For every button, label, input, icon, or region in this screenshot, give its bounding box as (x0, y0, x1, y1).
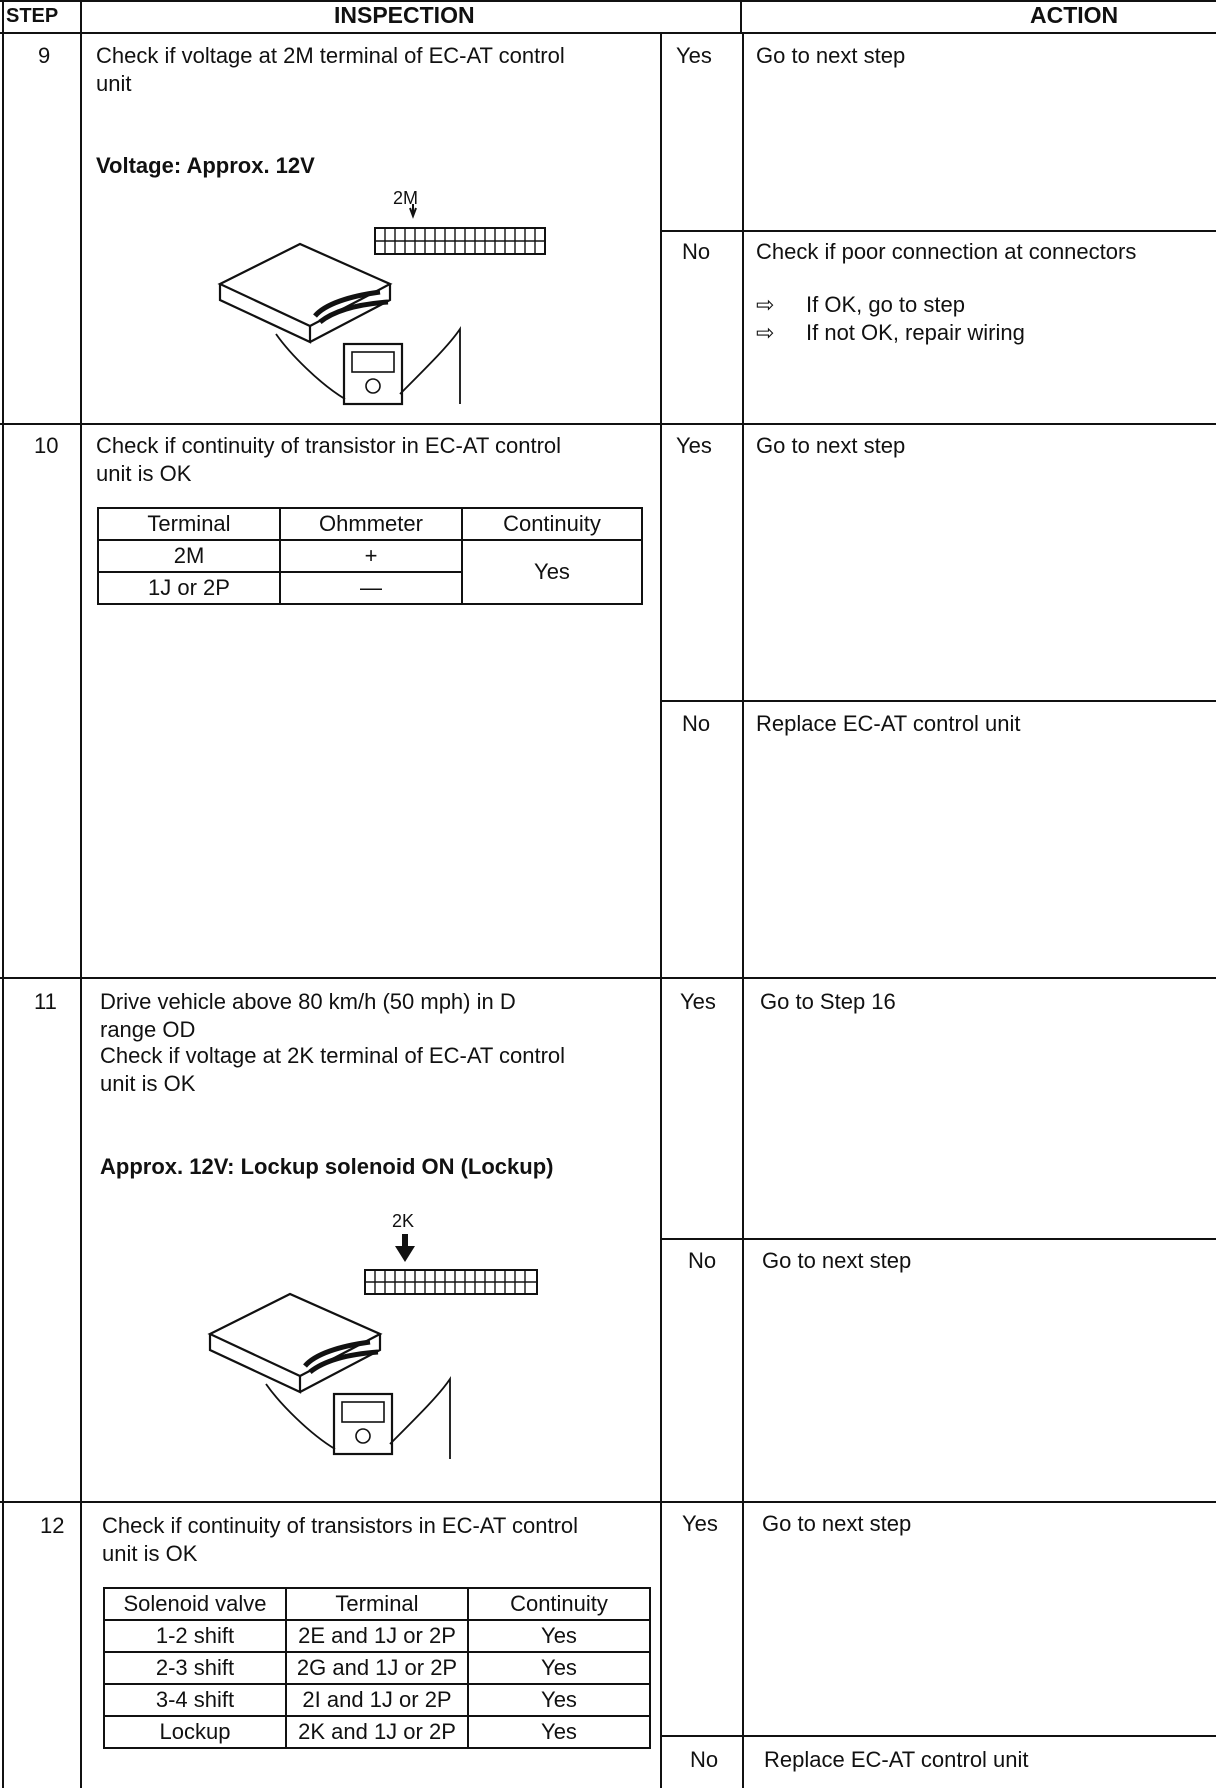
inspection-line: Check if voltage at 2K terminal of EC-AT control (100, 1043, 566, 1068)
terminal-label: 2M (393, 188, 419, 208)
table-cell: Yes (468, 1684, 650, 1716)
table-header: Solenoid valve (104, 1588, 286, 1620)
table-cell: 2M (98, 540, 280, 572)
yes-action: Go to next step (756, 433, 906, 458)
yes-label: Yes (680, 989, 716, 1014)
header-step: STEP (6, 5, 59, 27)
table-cell: 2G and 1J or 2P (286, 1652, 468, 1684)
table-cell: 2K and 1J or 2P (286, 1716, 468, 1748)
table-cell: Yes (468, 1652, 650, 1684)
inspection-line: Check if continuity of transistor in EC-AT control (96, 433, 562, 458)
table-header: Continuity (468, 1588, 650, 1620)
inspection-line: range OD (100, 1017, 196, 1042)
no-action: Go to next step (762, 1248, 912, 1273)
yes-label: Yes (676, 43, 712, 68)
table-cell: 2I and 1J or 2P (286, 1684, 468, 1716)
table-cell: + (280, 540, 462, 572)
table-cell: Yes (468, 1716, 650, 1748)
right-outline-arrow-icon: ⇨ (756, 292, 775, 317)
table-cell: Lockup (104, 1716, 286, 1748)
table-cell: — (280, 572, 462, 604)
no-label: No (682, 239, 711, 264)
no-action: Check if poor connection at connectors (756, 239, 1137, 264)
table-cell: 3-4 shift (104, 1684, 286, 1716)
no-action-item: ⇨ If not OK, repair wiring (756, 320, 1025, 345)
terminal-label: 2K (392, 1211, 415, 1231)
table-cell: 1-2 shift (104, 1620, 286, 1652)
no-label: No (682, 711, 711, 736)
inspection-line: Drive vehicle above 80 km/h (50 mph) in D (100, 989, 516, 1014)
inspection-line: Check if voltage at 2M terminal of EC-AT control (96, 43, 565, 68)
table-cell: 2-3 shift (104, 1652, 286, 1684)
yes-label: Yes (676, 433, 712, 458)
spec-text: Voltage: Approx. 12V (96, 153, 315, 178)
step-number: 9 (38, 43, 51, 68)
yes-action: Go to next step (756, 43, 906, 68)
no-label: No (690, 1747, 719, 1772)
inspection-line: unit is OK (96, 461, 192, 486)
inspection-line: unit is OK (100, 1071, 196, 1096)
table-cell: 2E and 1J or 2P (286, 1620, 468, 1652)
continuity-table (103, 1587, 651, 1749)
table-cell: 1J or 2P (98, 572, 280, 604)
yes-label: Yes (682, 1511, 718, 1536)
table-header: Ohmmeter (280, 508, 462, 540)
yes-action: Go to next step (762, 1511, 912, 1536)
inspection-line: Check if continuity of transistors in EC-AT control (102, 1513, 579, 1538)
inspection-line: unit is OK (102, 1541, 198, 1566)
no-label: No (688, 1248, 717, 1273)
table-cell: Yes (462, 540, 642, 604)
right-outline-arrow-icon: ⇨ (756, 320, 775, 345)
header-action: ACTION (1030, 2, 1119, 28)
step-number: 12 (40, 1513, 65, 1538)
control-unit-voltmeter-diagram (210, 204, 560, 420)
table-header: Terminal (98, 508, 280, 540)
no-action: Replace EC-AT control unit (756, 711, 1021, 736)
table-header: Continuity (462, 508, 642, 540)
header-inspection: INSPECTION (334, 2, 475, 28)
no-action: Replace EC-AT control unit (764, 1747, 1029, 1772)
step-number: 10 (34, 433, 59, 458)
table-cell: Yes (468, 1620, 650, 1652)
yes-action: Go to Step 16 (760, 989, 896, 1014)
control-unit-voltmeter-diagram (200, 1234, 550, 1470)
table-header: Terminal (286, 1588, 468, 1620)
spec-text: Approx. 12V: Lockup solenoid ON (Lockup) (100, 1154, 554, 1179)
inspection-line: unit (96, 71, 132, 96)
no-action-item: ⇨ If OK, go to step (756, 292, 965, 317)
continuity-table (97, 507, 643, 605)
step-number: 11 (34, 989, 57, 1014)
